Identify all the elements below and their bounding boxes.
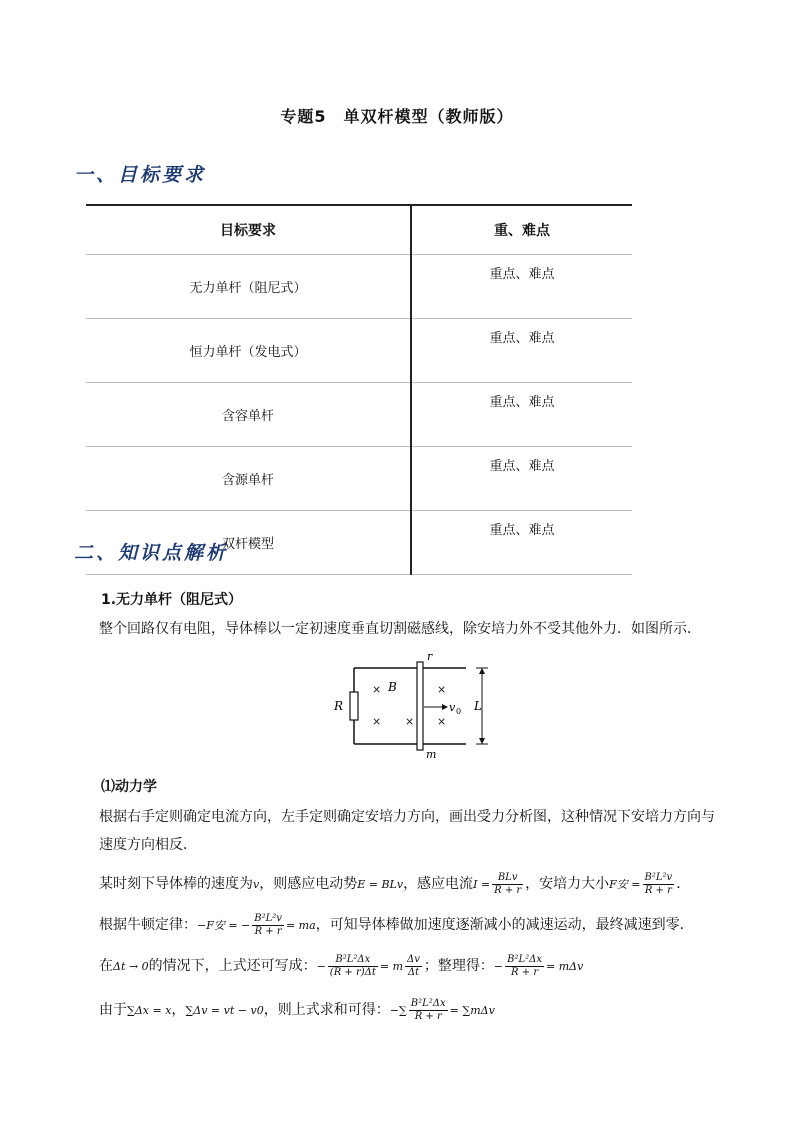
math-emf: E = BLv bbox=[357, 878, 404, 891]
fraction-denominator: (R + r)Δt bbox=[329, 966, 376, 978]
fraction-denominator: R + r bbox=[511, 966, 539, 978]
math-force: F安 = bbox=[609, 878, 641, 891]
dynamics-paragraph-2 bbox=[99, 870, 719, 899]
section-heading-goals: 一、目标要求 bbox=[74, 164, 207, 186]
svg-text:×: × bbox=[437, 683, 447, 696]
resistor-symbol bbox=[350, 692, 358, 720]
fraction-impulse bbox=[505, 954, 544, 979]
table-row bbox=[86, 447, 632, 511]
width-arrow-top bbox=[479, 668, 485, 674]
text-span: ，可知导体棒做加速度逐渐减小的减速运动，最终减速到零． bbox=[315, 917, 694, 933]
fraction-current bbox=[492, 872, 523, 897]
fraction-numerator: BLv bbox=[492, 872, 523, 885]
fraction-numerator: B²L²v bbox=[644, 871, 673, 883]
table-cell-goal: 含容单杆 bbox=[86, 383, 411, 447]
math-sum-momentum: = ∑mΔv bbox=[449, 1004, 495, 1017]
label-v: v bbox=[449, 701, 456, 714]
label-v-subscript: 0 bbox=[456, 707, 462, 716]
table-cell-difficulty: 重点、难点 bbox=[411, 255, 632, 319]
text-span: ，感应电流 bbox=[403, 876, 474, 892]
fraction-force bbox=[643, 872, 675, 897]
text-span: 的情况下，上式还可写成： bbox=[148, 958, 317, 974]
conductor-rod bbox=[417, 662, 423, 750]
fraction-newton bbox=[252, 913, 284, 938]
fraction-numerator: B²L²Δx bbox=[410, 997, 446, 1009]
label-L: L bbox=[474, 699, 482, 713]
math-minus: − bbox=[493, 960, 504, 973]
table-cell-difficulty: 重点、难点 bbox=[411, 383, 632, 447]
table-header-goal: 目标要求 bbox=[86, 205, 411, 255]
topic-title: 1.无力单杆（阻尼式） bbox=[101, 592, 243, 608]
fraction-acceleration bbox=[405, 954, 422, 979]
text-line: 速度方向相反． bbox=[99, 837, 197, 853]
table-cell-goal: 恒力单杆（发电式） bbox=[86, 319, 411, 383]
math-newton-left: −F安 = − bbox=[197, 919, 251, 932]
text-span: ，则上式求和可得： bbox=[263, 1002, 390, 1018]
text-span: ． bbox=[676, 876, 691, 892]
table-row bbox=[86, 383, 632, 447]
math-momentum: = mΔv bbox=[546, 960, 584, 973]
math-minus-sum: −∑ bbox=[389, 1004, 407, 1017]
document-title: 专题5 单双杆模型（教师版） bbox=[280, 107, 514, 126]
text-span: 根据牛顿定律： bbox=[99, 917, 197, 933]
label-r: r bbox=[427, 650, 433, 663]
fraction-denominator: R + r bbox=[254, 925, 282, 937]
table-cell-goal: 无力单杆（阻尼式） bbox=[86, 255, 411, 319]
table-cell-difficulty: 重点、难点 bbox=[411, 447, 632, 511]
section-heading-knowledge: 二、知识点解析 bbox=[74, 542, 229, 564]
velocity-arrow bbox=[442, 704, 448, 710]
topic-intro: 整个回路仅有电阻，导体棒以一定初速度垂直切割磁感线，除安培力外不受其他外力．如图所示． bbox=[99, 621, 701, 637]
math-equals: = m bbox=[379, 960, 404, 973]
fraction-denominator: Δt bbox=[407, 966, 420, 978]
table-row bbox=[86, 319, 632, 383]
fraction-numerator: Δv bbox=[407, 953, 420, 965]
math-limit: Δt → 0 bbox=[113, 960, 149, 973]
text-span: 在 bbox=[99, 958, 113, 974]
table-header-row bbox=[86, 205, 632, 255]
magnetic-field-crosses bbox=[372, 683, 446, 728]
svg-text:×: × bbox=[437, 715, 447, 728]
text-span: ，则感应电动势 bbox=[259, 876, 358, 892]
text-span: ，安培力大小 bbox=[525, 876, 610, 892]
fraction-summed bbox=[409, 998, 448, 1023]
svg-text:×: × bbox=[372, 715, 382, 728]
fraction-denominator: R + r bbox=[494, 884, 522, 896]
goals-table bbox=[86, 204, 632, 575]
fraction-numerator: B²L²v bbox=[254, 912, 282, 924]
fraction-denominator: R + r bbox=[414, 1010, 442, 1022]
table-header-difficulty: 重、难点 bbox=[411, 205, 632, 255]
circuit-diagram bbox=[326, 650, 496, 762]
fraction-displacement-rate bbox=[328, 954, 378, 979]
svg-text:×: × bbox=[372, 683, 382, 696]
table-cell-goal: 双杆模型 bbox=[86, 511, 411, 575]
math-newton-right: = ma bbox=[285, 919, 316, 932]
math-minus: − bbox=[316, 960, 326, 973]
text-line: 根据右手定则确定电流方向，左手定则确定安培力方向，画出受力分析图，这种情况下安培力方向与 bbox=[99, 809, 715, 825]
math-current: I = bbox=[473, 878, 491, 891]
dynamics-paragraph-3 bbox=[99, 911, 719, 940]
dynamics-paragraph-1 bbox=[99, 803, 719, 859]
dynamics-paragraph-4 bbox=[99, 952, 719, 981]
svg-text:×: × bbox=[405, 715, 415, 728]
math-v: v bbox=[253, 878, 260, 891]
dynamics-paragraph-5 bbox=[99, 996, 719, 1025]
label-R: R bbox=[334, 699, 344, 713]
fraction-denominator: R + r bbox=[644, 884, 672, 896]
text-span: ；整理得： bbox=[423, 958, 494, 974]
fraction-numerator: B²L²Δx bbox=[507, 953, 543, 965]
text-span: ， bbox=[171, 1002, 186, 1018]
table-row bbox=[86, 255, 632, 319]
fraction-numerator: B²L²Δx bbox=[328, 954, 378, 967]
math-sum-v: ∑Δv = vt − v0 bbox=[185, 1004, 264, 1017]
dynamics-title: ⑴动力学 bbox=[101, 779, 157, 795]
text-span: 由于 bbox=[99, 1002, 127, 1018]
table-cell-difficulty: 重点、难点 bbox=[411, 511, 632, 575]
table-cell-goal: 含源单杆 bbox=[86, 447, 411, 511]
label-B: B bbox=[388, 680, 397, 694]
label-m: m bbox=[426, 748, 437, 761]
width-arrow-bottom bbox=[479, 738, 485, 744]
math-sum-x: ∑Δx = x bbox=[127, 1004, 172, 1017]
text-span: 某时刻下导体棒的速度为 bbox=[99, 876, 253, 892]
table-cell-difficulty: 重点、难点 bbox=[411, 319, 632, 383]
